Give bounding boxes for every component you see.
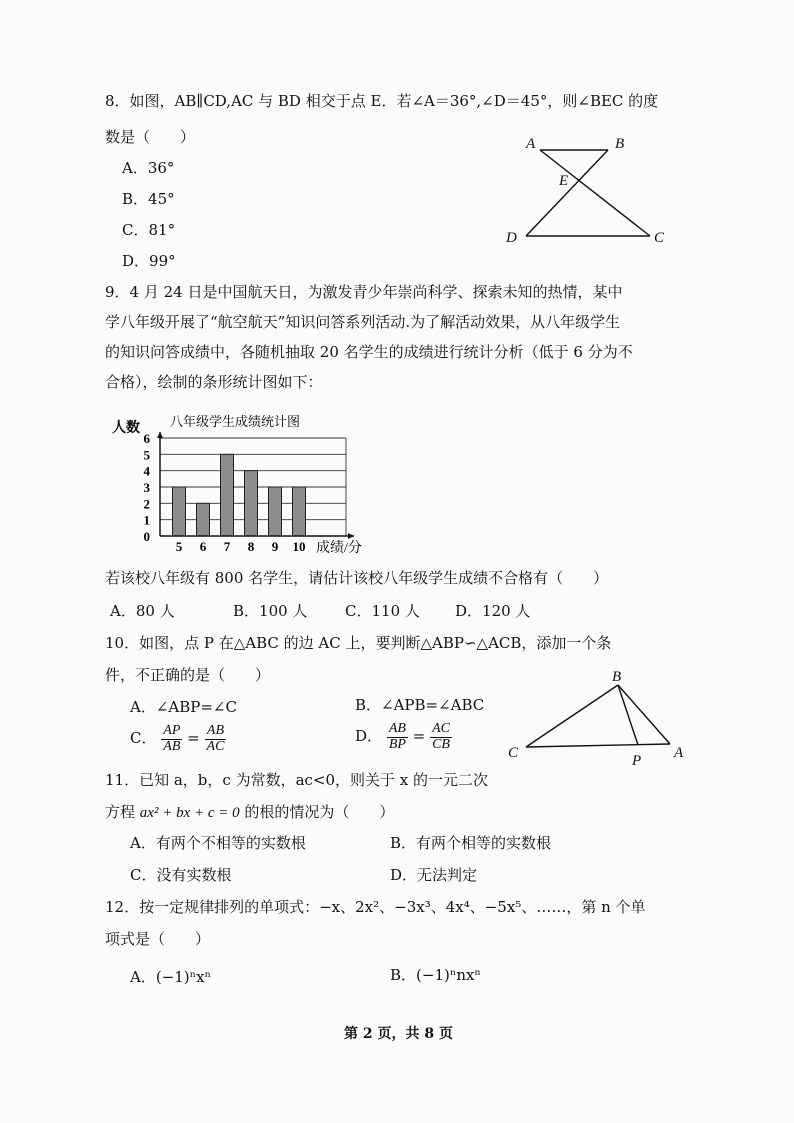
chart-bar	[173, 487, 186, 536]
q9-stem-line3: 的知识问答成绩中，各随机抽取 20 名学生的成绩进行统计分析（低于 6 分为不	[105, 343, 633, 361]
q8-figure	[500, 128, 680, 246]
q11-option-d: D．无法判定	[390, 866, 478, 884]
q8-option-d: D．99°	[122, 252, 176, 270]
q10-option-c-lhs: $\frac{AP}{AB}$	[163, 723, 181, 754]
chart-y-axis-arrow	[157, 432, 163, 438]
chart-x-label: 成绩/分	[316, 541, 362, 556]
chart-y-tick: 6	[143, 431, 150, 446]
q10-segment-ba	[618, 685, 670, 744]
q8-label-a: A	[526, 136, 536, 152]
q9-option-d: D．120 人	[455, 602, 531, 620]
q8-label-d: D	[506, 230, 517, 246]
q8-label-b: B	[615, 136, 625, 152]
chart-y-label: 人数	[112, 421, 140, 436]
q11-equation: ax² + bx + c = 0	[139, 805, 240, 821]
q10-figure	[500, 665, 700, 775]
q10-option-c-prefix: C．	[130, 729, 157, 748]
q10-label-p: P	[632, 753, 642, 769]
q8-option-a: A．36°	[122, 159, 175, 177]
chart-x-tick: 6	[199, 539, 207, 554]
chart-y-tick: 0	[143, 529, 150, 544]
chart-bar	[293, 487, 306, 536]
chart-bar	[245, 471, 258, 536]
q10-option-d-lhs: $\frac{AB}{BP}$	[388, 721, 406, 752]
q10-option-a: A．∠ABP=∠C	[130, 698, 237, 716]
q11-option-c: C．没有实数根	[130, 866, 232, 884]
q12-stem-line2: 项式是（ ）	[105, 930, 211, 948]
q9-option-c: C．110 人	[345, 602, 420, 620]
q12-option-b: B．(−1)ⁿnxⁿ	[390, 966, 481, 984]
q10-option-d-rhs: $\frac{AC}{CB}$	[432, 721, 450, 752]
q10-option-c-equals: =	[187, 729, 200, 748]
chart-title: 八年级学生成绩统计图	[170, 414, 301, 429]
q9-bar-chart	[110, 405, 380, 560]
chart-y-tick: 2	[143, 496, 150, 512]
q10-option-d	[355, 722, 452, 752]
chart-bars	[173, 454, 306, 536]
q9-stem-line2: 学八年级开展了“航空航天”知识问答系列活动.为了解活动效果，从八年级学生	[105, 313, 621, 331]
q8-label-c: C	[654, 230, 665, 246]
q11-option-a: A．有两个不相等的实数根	[130, 834, 306, 852]
chart-bar	[221, 454, 234, 536]
q11-stem-prefix: 方程	[105, 803, 136, 821]
q8-stem-line1: 8．如图，AB∥CD,AC 与 BD 相交于点 E．若∠A＝36°,∠D＝45°，则∠BEC 的度	[105, 92, 659, 110]
chart-x-tick: 9	[271, 539, 279, 554]
chart-y-tick: 4	[143, 463, 150, 479]
q8-stem-line2: 数是（ ）	[105, 128, 196, 146]
q10-option-c-rhs: $\frac{AB}{AC}$	[206, 723, 225, 754]
chart-x-tick: 7	[223, 539, 231, 554]
q10-segment-bp	[618, 685, 638, 745]
q11-stem-line1: 11．已知 a，b，c 为常数，ac<0，则关于 x 的一元二次	[105, 771, 489, 789]
q9-stem-line4: 合格），绘制的条形统计图如下：	[105, 373, 323, 391]
chart-x-axis-arrow	[348, 533, 354, 539]
q10-label-b: B	[612, 669, 622, 685]
q10-option-c	[130, 724, 226, 754]
q10-option-b: B．∠APB=∠ABC	[355, 696, 485, 714]
q9-option-a: A．80 人	[110, 602, 175, 620]
q9-stem-line1: 9．4 月 24 日是中国航天日，为激发青少年崇尚科学、探索未知的热情，某中	[105, 283, 623, 301]
q12-stem-line1: 12．按一定规律排列的单项式：−x、2x²、−3x³、4x⁴、−5x⁵、……，第 n 个单	[105, 898, 646, 916]
chart-y-tick: 1	[143, 512, 150, 528]
q8-option-b: B．45°	[122, 190, 175, 208]
chart-x-tick: 5	[175, 539, 183, 554]
q10-segment-bc	[526, 685, 618, 747]
q10-segment-ca	[526, 744, 670, 747]
chart-x-ticks	[176, 539, 306, 554]
q10-option-d-prefix: D．	[355, 727, 383, 746]
q9-question: 若该校八年级有 800 名学生，请估计该校八年级学生成绩不合格有（ ）	[105, 569, 609, 587]
q10-option-d-equals: =	[412, 727, 426, 746]
q8-label-e: E	[559, 173, 569, 189]
q10-stem-line2: 件，不正确的是（ ）	[105, 666, 271, 684]
q9-option-b: B．100 人	[233, 602, 308, 620]
q11-stem-suffix: 的根的情况为（ ）	[244, 803, 395, 821]
chart-bar	[197, 503, 210, 536]
q10-label-a: A	[674, 745, 684, 761]
chart-y-ticks	[144, 431, 151, 544]
q8-option-c: C．81°	[122, 221, 176, 239]
q10-stem-line1: 10．如图，点 P 在△ABC 的边 AC 上，要判断△ABP∽△ACB，添加一个条	[105, 634, 612, 652]
q11-stem-line2	[105, 803, 394, 822]
q12-option-a: A．(−1)ⁿxⁿ	[130, 968, 212, 986]
page-footer: 第 2 页，共 8 页	[344, 1026, 453, 1042]
chart-bar	[269, 487, 282, 536]
q10-label-c: C	[508, 745, 519, 761]
chart-y-tick: 5	[143, 447, 150, 463]
chart-x-tick: 8	[247, 539, 255, 554]
chart-y-tick: 3	[143, 480, 150, 495]
chart-x-tick: 10	[292, 539, 306, 554]
q11-option-b: B．有两个相等的实数根	[390, 834, 552, 852]
